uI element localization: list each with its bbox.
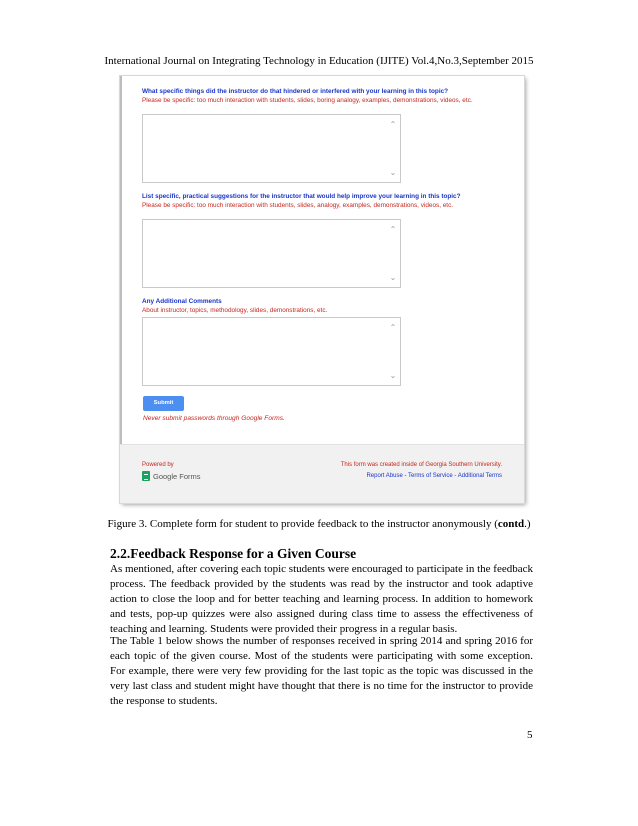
feedback-form-screenshot [120, 76, 524, 503]
report-abuse-link[interactable]: Report Abuse [366, 473, 403, 479]
link-separator: - [402, 473, 409, 479]
body-paragraph: The Table 1 below shows the number of responses received in spring 2014 and spring 2016 for each topic of the given course. Most of the students were participating with some exception. For example, there were very few providing for the last topic as the topic was discussed in the very last class and student might have thought that there is no time for the instructor to provide the response to students. [110, 635, 533, 707]
question-hindered [142, 88, 507, 105]
figure-caption [0, 518, 638, 531]
question-suggestions [142, 193, 507, 210]
password-warning: Never submit passwords through Google Forms. [143, 415, 285, 422]
caption-prefix: Figure 3. Complete form for student to provide feedback to the instructor anonymously ( [107, 518, 498, 530]
additional-comments-textarea[interactable] [142, 317, 401, 386]
journal-running-header: International Journal on Integrating Technology in Education (IJITE) Vol.4,No.3,September 2015 [104, 55, 534, 67]
scroll-up-icon[interactable]: ⌃ [389, 120, 397, 129]
form-left-border [120, 76, 122, 503]
suggestions-answer-textarea[interactable] [142, 219, 401, 288]
body-paragraph: As mentioned, after covering each topic students were encouraged to participate in the feedback process. The feedback provided by the students was read by the instructor and took adaptive action to close the loop and for better teaching and learning process. In addition to homework and tests, pop-up quizzes were also assigned during class time to assess the effectiveness of teaching and learning. Students were provided their progress in a regular basis. [110, 563, 533, 635]
question-additional-comments [142, 298, 507, 315]
section-heading: 2.2.Feedback Response for a Given Course [110, 546, 357, 561]
scroll-down-icon[interactable]: ⌄ [389, 168, 397, 177]
question-help-text: Please be specific: too much interaction with students, slides, analogy, examples, demonstrations, videos, etc. [142, 202, 454, 209]
scroll-down-icon[interactable]: ⌄ [389, 371, 397, 380]
google-forms-brand: Google Forms [153, 471, 201, 481]
question-title: What specific things did the instructor do that hindered or interfered with your learning in this topic? [142, 88, 449, 95]
google-forms-logo[interactable] [142, 471, 201, 481]
page-number: 5 [527, 729, 533, 741]
scroll-up-icon[interactable]: ⌃ [389, 225, 397, 234]
additional-terms-link[interactable]: Additional Terms [457, 473, 502, 479]
caption-bold: contd [497, 518, 525, 530]
submit-button[interactable]: Submit [143, 396, 184, 411]
hindered-answer-textarea[interactable] [142, 114, 401, 183]
question-title: Any Additional Comments [142, 298, 222, 305]
google-forms-icon [142, 471, 150, 481]
question-help-text: About instructor, topics, methodology, slides, demonstrations, etc. [142, 307, 328, 314]
question-title: List specific, practical suggestions for the instructor that would help improve your learning in this topic? [142, 193, 461, 200]
created-inside-note: This form was created inside of Georgia Southern University. [340, 462, 502, 468]
form-footer [120, 444, 524, 503]
scroll-down-icon[interactable]: ⌄ [389, 273, 397, 282]
scroll-up-icon[interactable]: ⌃ [389, 323, 397, 332]
question-help-text: Please be specific: too much interaction with students, slides, boring analogy, examples, demonstrations, videos, etc. [142, 97, 473, 104]
terms-of-service-link[interactable]: Terms of Service [408, 473, 453, 479]
footer-links [366, 473, 502, 479]
caption-suffix: .) [524, 518, 531, 530]
link-separator: - [452, 473, 458, 479]
powered-by-label: Powered by [142, 462, 174, 468]
